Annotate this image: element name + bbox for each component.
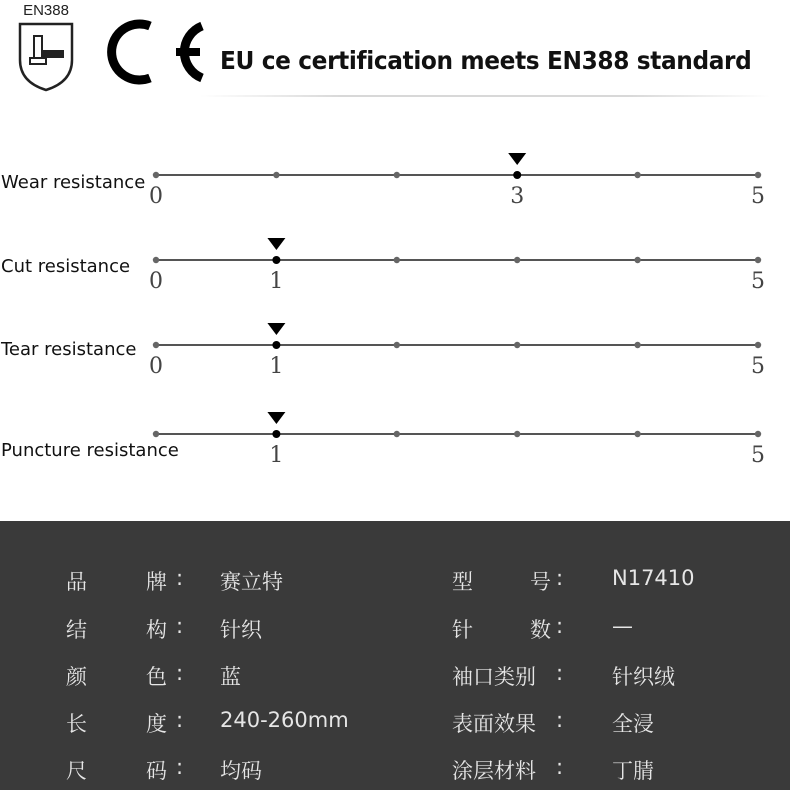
spec-value-color: 蓝 bbox=[220, 665, 241, 689]
spec-colon: : bbox=[176, 566, 184, 590]
rating-marker bbox=[267, 323, 285, 335]
rating-value-label: 1 bbox=[269, 443, 284, 468]
rating-value-label: 1 bbox=[269, 269, 284, 294]
spec-colon: : bbox=[556, 614, 564, 638]
scale-tick-label: 0 bbox=[149, 354, 163, 379]
scale-tick bbox=[755, 172, 761, 178]
rating-value-label: 1 bbox=[269, 354, 284, 379]
scale-tick-label: 5 bbox=[751, 269, 765, 294]
spec-label-brand-b: 牌 bbox=[146, 570, 167, 594]
scale-tick bbox=[514, 431, 520, 437]
scale-tick bbox=[514, 257, 520, 263]
spec-value-gauge: — bbox=[612, 614, 633, 638]
spec-label-gauge-b: 数 bbox=[530, 618, 551, 642]
spec-label-model-a: 型 bbox=[452, 570, 473, 594]
spec-value-cuff: 针织绒 bbox=[612, 665, 675, 689]
scale-tick bbox=[153, 431, 159, 437]
certification-headline: EU ce certification meets EN388 standard bbox=[220, 46, 752, 75]
spec-colon: : bbox=[176, 614, 184, 638]
spec-colon: : bbox=[556, 566, 564, 590]
scale-tick-label: 0 bbox=[149, 184, 163, 209]
spec-value-length: 240-260mm bbox=[220, 708, 349, 732]
spec-label-model-b: 号 bbox=[530, 570, 551, 594]
spec-label-size-a: 尺 bbox=[66, 759, 87, 783]
scale-tick bbox=[634, 172, 640, 178]
scale-tick bbox=[153, 257, 159, 263]
spec-value-structure: 针织 bbox=[220, 618, 262, 642]
scale-tick bbox=[634, 431, 640, 437]
spec-colon: : bbox=[556, 661, 564, 685]
spec-value-finish: 全浸 bbox=[612, 712, 654, 736]
scale-tick-label: 0 bbox=[149, 269, 163, 294]
scale-tick bbox=[394, 431, 400, 437]
rating-marker bbox=[508, 153, 526, 165]
spec-value-coating: 丁腈 bbox=[612, 759, 654, 783]
rating-marker bbox=[267, 412, 285, 424]
spec-label-color-b: 色 bbox=[146, 665, 167, 689]
spec-colon: : bbox=[176, 755, 184, 779]
scale-tick bbox=[272, 430, 280, 438]
scale-tick bbox=[634, 257, 640, 263]
spec-label-color-a: 颜 bbox=[66, 665, 87, 689]
scale-tick bbox=[514, 342, 520, 348]
spec-label-coating: 涂层材料 bbox=[452, 759, 536, 783]
spec-label-structure-a: 结 bbox=[66, 618, 87, 642]
spec-value-size: 均码 bbox=[220, 759, 262, 783]
spec-label-length-b: 度 bbox=[146, 712, 167, 736]
scale-tick bbox=[394, 342, 400, 348]
spec-value-brand: 赛立特 bbox=[220, 570, 283, 594]
spec-colon: : bbox=[176, 661, 184, 685]
scale-tick bbox=[394, 257, 400, 263]
spec-label-gauge-a: 针 bbox=[452, 618, 473, 642]
scale-tick-label: 5 bbox=[751, 184, 765, 209]
spec-label-brand-a: 品 bbox=[66, 570, 87, 594]
scale-tick bbox=[394, 172, 400, 178]
scale-tick bbox=[755, 431, 761, 437]
scale-tick bbox=[272, 341, 280, 349]
spec-label-size-b: 码 bbox=[146, 759, 167, 783]
scale-tick bbox=[272, 256, 280, 264]
spec-colon: : bbox=[176, 708, 184, 732]
rating-value-label: 3 bbox=[510, 184, 525, 209]
spec-colon: : bbox=[556, 755, 564, 779]
spec-label-finish: 表面效果 bbox=[452, 712, 536, 736]
en388-label: EN388 bbox=[23, 2, 69, 19]
scale-tick bbox=[153, 172, 159, 178]
scale-tick bbox=[755, 257, 761, 263]
scale-tick bbox=[273, 172, 279, 178]
scale-tick bbox=[755, 342, 761, 348]
scale-tick bbox=[153, 342, 159, 348]
spec-colon: : bbox=[556, 708, 564, 732]
rating-label-puncture: Puncture resistance bbox=[1, 440, 179, 461]
scale-tick bbox=[634, 342, 640, 348]
rating-label-tear: Tear resistance bbox=[1, 339, 137, 360]
spec-label-cuff: 袖口类别 bbox=[452, 665, 536, 689]
spec-label-length-a: 长 bbox=[66, 712, 87, 736]
scale-tick-label: 5 bbox=[751, 354, 765, 379]
scale-tick bbox=[513, 171, 521, 179]
scale-tick-label: 5 bbox=[751, 443, 765, 468]
spec-label-structure-b: 构 bbox=[146, 618, 167, 642]
rating-label-wear: Wear resistance bbox=[1, 172, 146, 193]
product-spec-panel bbox=[0, 521, 790, 790]
rating-label-cut: Cut resistance bbox=[1, 256, 131, 277]
spec-value-model: N17410 bbox=[612, 566, 695, 590]
rating-marker bbox=[267, 238, 285, 250]
